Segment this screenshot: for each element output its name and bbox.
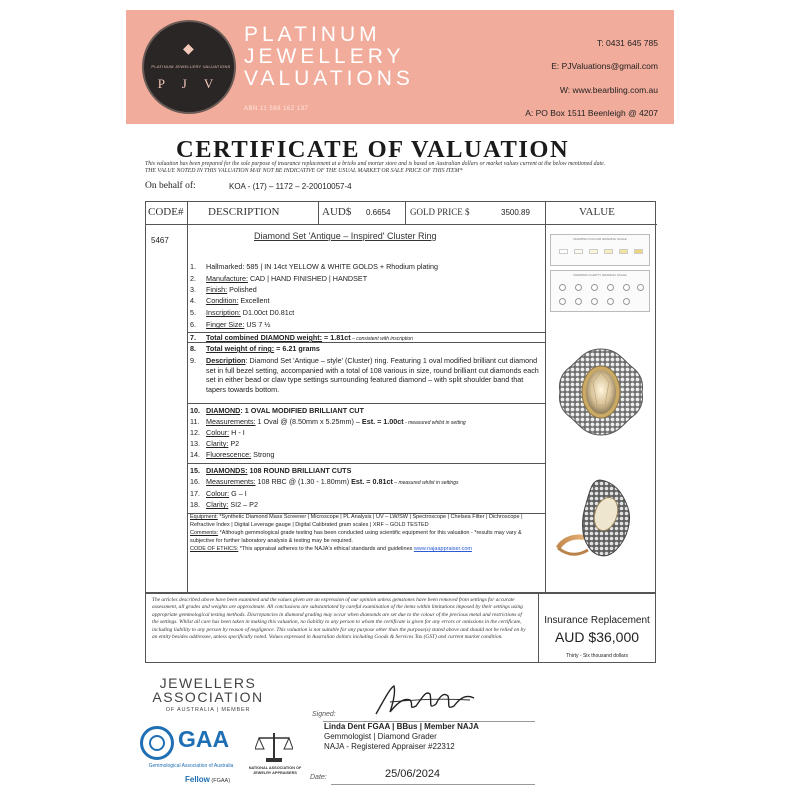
insurance-label: Insurance Replacement xyxy=(544,615,650,626)
colour-swatch xyxy=(559,249,568,254)
scales-icon xyxy=(255,731,293,763)
clarity-dot xyxy=(591,284,598,291)
clarity-dot xyxy=(607,298,614,305)
date-label: Date: xyxy=(310,774,327,781)
spec-line-12: 12. Colour: H - I xyxy=(190,428,245,437)
phone: T: 0431 645 785 xyxy=(597,38,658,48)
valuation-table xyxy=(145,201,656,593)
clarity-dot xyxy=(575,298,582,305)
spec-line-2: 2. Manufacture: CAD | HAND FINISHED | HANDSET xyxy=(190,274,368,283)
colour-chart-caption: DIAMOND COLOUR GRADING SCALE xyxy=(573,237,627,241)
handwritten-signature xyxy=(370,680,480,720)
valuation-disclaimer xyxy=(145,161,665,175)
naja-link[interactable]: www.najaappraiser.com xyxy=(413,546,472,552)
header-banner xyxy=(126,10,674,124)
footer-disclaimer: The articles described above have been examined and the values given are an expression of our opinion unless gemstones have been removed from settings for accurate assessment, all grades and weights are approximate. All conclusions are substantiated by careful examination of the items within limitations imposed by their settings using appropriate gemmological testing methods. Discrepancies in diamond grading may occur when diamonds are set due to the colour of the precious metal and restrictions of the settings. Whilst all care has been taken in making this valuation, no liability to any person to whom the certificate is given for any errors or omissions in the certificate, including liability to any person by reason of negligence. This valuation is not suitable for any purpose other than the purpose(s) stated above and should not be relied on by an entity besides addressee, unless specifically noted. Values expressed in Australian dollars including Goods & Services Tax (GST) and current market condition. xyxy=(152,597,526,641)
clarity-chart-caption: DIAMOND CLARITY GRADING SCALE xyxy=(573,273,627,277)
gold-price: 3500.89 xyxy=(501,208,530,217)
signer-details xyxy=(324,722,479,752)
signer-title-2: NAJA - Registered Appraiser #22312 xyxy=(324,742,455,751)
certificate-title: CERTIFICATE OF VALUATION xyxy=(176,136,570,163)
spec-line-9: Description: Diamond Set 'Antique – style' (Cluster) ring. Featuring 1 oval modified brilliant cut diamond set in full bezel setting, accompanied with a total of 108 various in size, round brilliant cut diamonds each set in either bead or claw type settings surrounding featured diamond – with split shoulder band that tapers towards bottom. xyxy=(206,356,539,394)
divider xyxy=(187,403,545,404)
signed-label: Signed: xyxy=(312,711,336,718)
spec-line-15: 15. DIAMONDS: 108 ROUND BRILLIANT CUTS xyxy=(190,466,352,475)
gaa-logo-text: GAA xyxy=(178,726,230,752)
item-code: 5467 xyxy=(151,236,169,245)
gaa-fellow: Fellow (FGAA) xyxy=(185,775,231,784)
diamond-icon: ◆ xyxy=(183,40,194,56)
clarity-dot xyxy=(559,298,566,305)
brand-line-3: VALUATIONS xyxy=(244,67,414,90)
gaa-subtitle: Gemmological Association of Australia xyxy=(148,763,234,769)
signer-name: Linda Dent FGAA | BBus | Member NAJA xyxy=(324,722,479,731)
header-code: CODE# xyxy=(148,206,184,218)
spec-line-11: 11. Measurements: 1 Oval @ (8.50mm x 5.25mm) – Est. = 1.00ct - measured whilst in setting xyxy=(190,417,466,426)
divider xyxy=(545,202,546,594)
divider xyxy=(538,594,539,662)
colour-swatch xyxy=(589,249,598,254)
disclaimer-line-1: This valuation has been prepared for the sole purpose of insurance replacement at a bricks and mortar store and is based on Australian dollars or market values current at the below mentioned date. xyxy=(145,161,606,167)
clarity-dot xyxy=(623,298,630,305)
clarity-dot xyxy=(607,284,614,291)
clarity-dot xyxy=(559,284,566,291)
spec-line-17: 17. Colour: G – I xyxy=(190,489,247,498)
brand-name xyxy=(244,24,414,90)
aud-rate: 0.6654 xyxy=(366,208,391,217)
behalf-label: On behalf of: xyxy=(145,181,196,191)
item-title: Diamond Set 'Antique – Inspired' Cluster Ring xyxy=(254,231,437,241)
spec-line-18: 18. Clarity: SI2 – P2 xyxy=(190,500,258,509)
spec-line-13: 13. Clarity: P2 xyxy=(190,439,240,448)
logo-small-text: PLATINUM JEWELLERY VALUATIONS xyxy=(151,64,231,69)
header-value: VALUE xyxy=(579,206,615,218)
divider xyxy=(318,202,319,224)
clarity-dot xyxy=(637,284,644,291)
gaa-emblem-icon xyxy=(140,726,174,760)
footer-box xyxy=(145,593,656,663)
spec-line-7: 7. Total combined DIAMOND weight: = 1.81ct – consistent with inscription xyxy=(190,333,413,342)
clarity-grade-chart xyxy=(550,270,650,312)
comments: Comments: *Although gemmological grade testing has been conducted using scientific equipment for this valuation - *results may vary & subjective for further laboratory analysis & testing may be required. xyxy=(190,530,522,544)
colour-swatch xyxy=(619,249,628,254)
divider xyxy=(187,463,545,464)
jewellers-association-logo: JEWELLERS ASSOCIATION OF AUSTRALIA | MEMBER xyxy=(152,675,264,713)
spec-line-5: 5. Inscription: D1.00ct D0.81ct xyxy=(190,308,295,317)
spec-line-4: 4. Condition: Excellent xyxy=(190,296,270,305)
spec-line-1: 1. Hallmarked: 585 | IN 14ct YELLOW & WHITE GOLDS + Rhodium plating xyxy=(190,262,439,271)
clarity-dot xyxy=(575,284,582,291)
divider xyxy=(146,224,657,225)
brand-line-2: JEWELLERY xyxy=(244,45,405,68)
spec-line-16: 16. Measurements: 108 RBC @ (1.30 - 1.80mm) Est. = 0.81ct – measured whilst in settings xyxy=(190,477,459,486)
spec-line-3: 3. Finish: Polished xyxy=(190,285,257,294)
logo-initials: P J V xyxy=(157,76,221,91)
behalf-value: KOA - (17) – 1172 – 2-20010057-4 xyxy=(229,182,352,191)
colour-swatch xyxy=(574,249,583,254)
colour-swatch xyxy=(604,249,613,254)
ring-photo-top xyxy=(550,347,652,437)
clarity-dot xyxy=(623,284,630,291)
divider xyxy=(405,202,406,224)
header-gold-price: GOLD PRICE $ xyxy=(410,207,470,217)
email: E: PJValuations@gmail.com xyxy=(551,61,658,71)
website: W: www.bearbling.com.au xyxy=(559,85,658,95)
brand-line-1: PLATINUM xyxy=(244,23,381,46)
header-description: DESCRIPTION xyxy=(208,206,280,218)
spec-line-8: 8. Total weight of ring: = 6.21 grams xyxy=(190,344,320,353)
pjv-logo xyxy=(142,20,236,114)
spec-line-14: 14. Fluorescence: Strong xyxy=(190,450,275,459)
equipment-list: Equipment: *Synthetic Diamond Mass Screener | Microscope | PL Analysis | UV – LW/SW | Spectroscope | Chelsea Filter | Dichroscope | Refractive Index | Digital Leverage gauge | Digital Calibrated gram scales | XRF – GOLD TESTED xyxy=(190,514,523,528)
divider xyxy=(187,202,188,594)
disclaimer-line-2: THE VALUE NOTED IN THIS VALUATION MAY NOT BE INDICATIVE OF THE USUAL MARKET OR SALE PRICE OF THIS ITEM* xyxy=(145,168,463,174)
spec-line-6: 6. Finger Size: US 7 ½ xyxy=(190,320,271,329)
insurance-value: AUD $36,000 xyxy=(554,629,640,645)
clarity-dot xyxy=(591,298,598,305)
code-of-ethics: CODE OF ETHICS: *This appraisal adheres to the NAJA's ethical standards and guidelines www.najaappraiser.com xyxy=(190,546,472,552)
ring-photo-angled xyxy=(554,476,652,560)
colour-swatch xyxy=(634,249,643,254)
date-line xyxy=(331,784,535,785)
divider xyxy=(187,342,545,343)
naja-logo-text: NATIONAL ASSOCIATION OF JEWELRY APPRAISERS xyxy=(248,766,302,775)
abn: ABN 11 588 162 137 xyxy=(244,106,309,112)
address: A: PO Box 1511 Beenleigh @ 4207 xyxy=(525,108,658,118)
colour-grade-chart xyxy=(550,234,650,266)
insurance-value-words: Thirty - Six thousand dollars xyxy=(566,653,628,659)
signer-title-1: Gemmologist | Diamond Grader xyxy=(324,732,437,741)
date-value: 25/06/2024 xyxy=(385,768,441,780)
spec-line-9-number: 9. xyxy=(190,356,196,365)
spec-line-10: 10. DIAMOND: 1 OVAL MODIFIED BRILLIANT CUT xyxy=(190,406,364,415)
header-aud: AUD$ xyxy=(322,206,352,218)
